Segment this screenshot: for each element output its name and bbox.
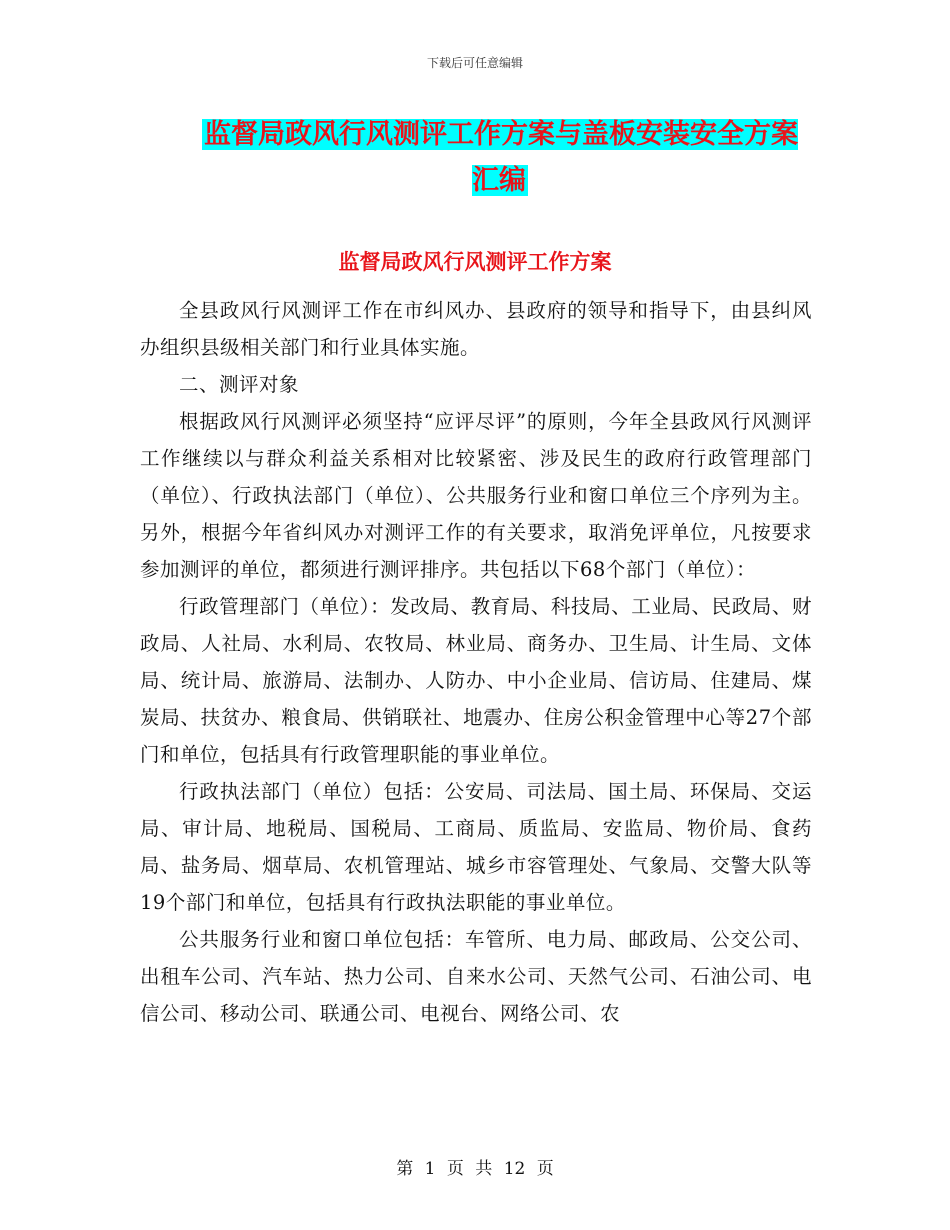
paragraph-heading: 二、测评对象 [179, 373, 300, 396]
header-note: 下载后可任意编辑 [426, 56, 523, 70]
document-title-text: 监督局政风行风测评工作方案与盖板安装安全方案汇编 [204, 119, 798, 196]
paragraph: 行政执法部门（单位）包括：公安局、司法局、国土局、环保局、交运局、审计局、地税局、国税局、工商局、质监局、安监局、物价局、食药局、盐务局、烟草局、农机管理站、城乡市容管理处、气象局、交警大队等19个部门和单位，包括具有行政执法职能的事业单位。 [140, 780, 812, 914]
paragraph: 根据政风行风测评必须坚持“应评尽评”的原则，今年全县政风行风测评工作继续以与群众利益关系相对比较紧密、涉及民生的政府行政管理部门（单位）、行政执法部门（单位）、公共服务行业和窗口单位三个序列为主。另外，根据今年省纠风办对测评工作的有关要求，取消免评单位，凡按要求参加测评的单位，都须进行测评排序。共包括以下68个部门（单位）： [140, 410, 812, 581]
page-number-footer: 第 1 页 共 12 页 [396, 1159, 554, 1179]
document-title [190, 112, 810, 204]
document-body [140, 292, 812, 1032]
section-title: 监督局政风行风测评工作方案 [338, 250, 612, 274]
paragraph: 公共服务行业和窗口单位包括：车管所、电力局、邮政局、公交公司、出租车公司、汽车站、热力公司、自来水公司、天然气公司、石油公司、电信公司、移动公司、联通公司、电视台、网络公司、农 [140, 928, 812, 1025]
paragraph: 全县政风行风测评工作在市纠风办、县政府的领导和指导下，由县纠风办组织县级相关部门和行业具体实施。 [140, 299, 812, 359]
paragraph: 行政管理部门（单位）：发改局、教育局、科技局、工业局、民政局、财政局、人社局、水利局、农牧局、林业局、商务办、卫生局、计生局、文体局、统计局、旅游局、法制办、人防办、中小企业局、信访局、住建局、煤炭局、扶贫办、粮食局、供销联社、地震办、住房公积金管理中心等27个部门和单位，包括具有行政管理职能的事业单位。 [140, 595, 812, 766]
